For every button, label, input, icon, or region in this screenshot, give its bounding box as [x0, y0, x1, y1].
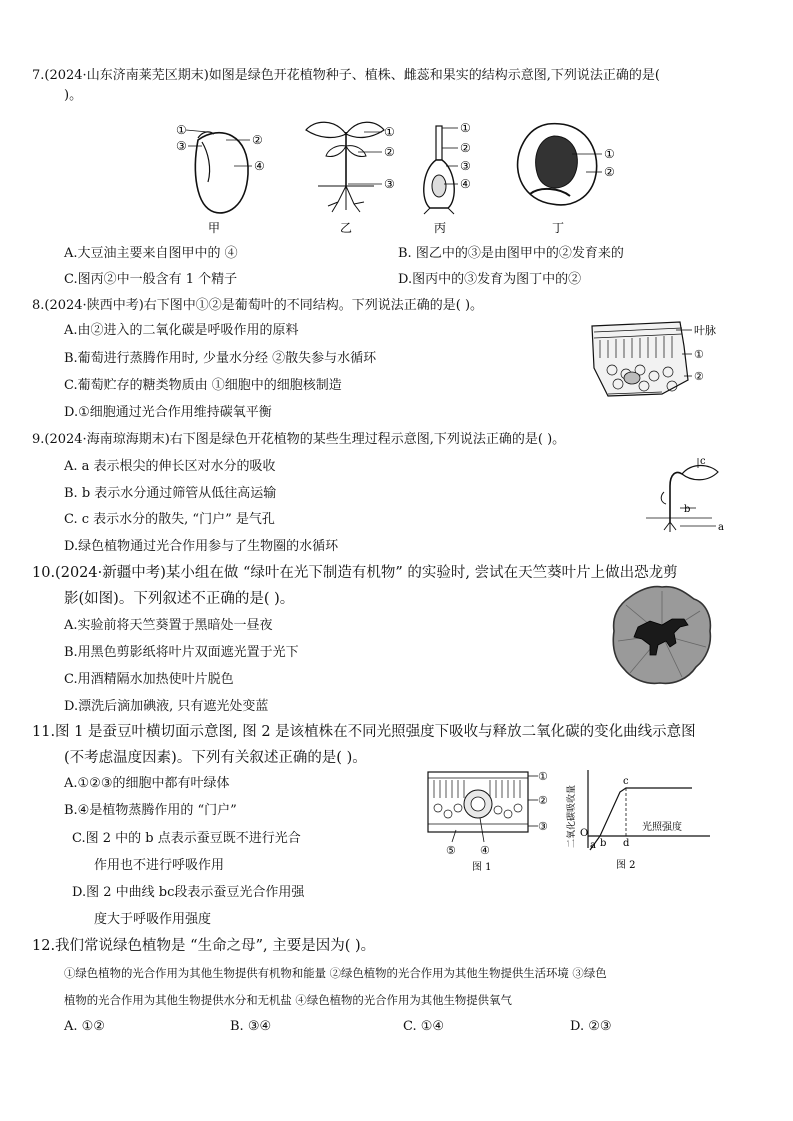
q10-geranium-leaf-figure — [610, 583, 714, 687]
jia-caption: 甲 — [208, 221, 221, 235]
q11-option-c-line1: C.图 2 中的 b 点表示蚕豆既不进行光合 — [72, 831, 301, 846]
q11-figure2-co2-curve — [560, 766, 728, 872]
fig2-point-c: c — [623, 776, 629, 787]
jia-label-2: ② — [252, 133, 263, 147]
bing-label-4: ④ — [460, 177, 471, 191]
yi-caption: 乙 — [340, 221, 353, 235]
q9-option-d: D.绿色植物通过光合作用参与了生物圈的水循环 — [64, 539, 339, 554]
q12-option-b: B. ③④ — [230, 1019, 272, 1034]
q10-stem-line1: 10.(2024·新疆中考)某小组在做 “绿叶在光下制造有机物” 的实验时, 尝试在天竺葵叶片上做出恐龙剪 — [32, 565, 678, 581]
fig1-label-1: ① — [538, 770, 548, 783]
q9-plant-process-figure — [640, 452, 730, 536]
fig2-caption: 图 2 — [616, 860, 636, 871]
q8-stem: 8.(2024·陕西中考)右下图中①②是葡萄叶的不同结构。下列说法正确的是( )。 — [32, 298, 484, 313]
fig2-xlabel: 光照强度 — [642, 822, 682, 833]
bing-label-3: ③ — [460, 159, 471, 173]
q7-option-a: A.大豆油主要来自图甲中的 ④ — [64, 246, 238, 261]
q12-stem: 12.我们常说绿色植物是 “生命之母”, 主要是因为( )。 — [32, 938, 376, 954]
q11-option-b: B.④是植物蒸腾作用的 “门户” — [64, 803, 237, 818]
q12-option-a: A. ①② — [64, 1019, 105, 1034]
fig2-point-a: a — [590, 840, 596, 851]
q12-option-d: D. ②③ — [570, 1019, 612, 1034]
q7-option-c: C.图丙②中一般含有 1 个精子 — [64, 272, 238, 287]
seedling-figure-yi — [306, 122, 395, 235]
q11-option-a: A.①②③的细胞中都有叶绿体 — [64, 776, 230, 791]
q11-option-d-line2: 度大于呼吸作用强度 — [94, 912, 212, 927]
q8-option-b: B.葡萄进行蒸腾作用时, 少量水分经 ②散失参与水循环 — [64, 351, 377, 366]
ding-label-2: ② — [604, 165, 615, 179]
fig1-label-2: ② — [538, 794, 548, 807]
q10-option-b: B.用黑色剪影纸将叶片双面遮光置于光下 — [64, 645, 299, 660]
fig2-point-b: b — [600, 838, 607, 849]
q10-stem-line2: 影(如图)。下列叙述不正确的是( )。 — [64, 591, 295, 607]
q11-stem-line1: 11.图 1 是蚕豆叶横切面示意图, 图 2 是该植株在不同光照强度下吸收与释放二氧化碳的变化曲线示意图 — [32, 724, 696, 740]
jia-label-1: ① — [176, 123, 187, 137]
q11-figure1-leaf-section — [424, 768, 552, 872]
yi-label-1: ① — [384, 125, 395, 139]
q9-label-c: c — [700, 456, 706, 467]
fig1-label-3: ③ — [538, 820, 548, 833]
q7-option-b: B. 图乙中的③是由图甲中的②发育来的 — [398, 246, 624, 261]
fig2-origin: O — [580, 828, 589, 839]
fig1-label-5: ⑤ — [446, 844, 456, 857]
q9-option-a: A. a 表示根尖的伸长区对水分的吸收 — [64, 459, 276, 474]
q8-option-a: A.由②进入的二氧化碳是呼吸作用的原料 — [64, 323, 299, 338]
q7-option-d: D.图丙中的③发育为图丁中的② — [398, 272, 582, 287]
seed-figure-jia — [176, 123, 265, 235]
jia-label-4: ④ — [254, 159, 265, 173]
q11-stem-line2: (不考虑温度因素)。下列有关叙述正确的是( )。 — [64, 750, 367, 766]
q12-option-c: C. ①④ — [403, 1019, 445, 1034]
q10-option-d: D.漂洗后滴加碘液, 只有遮光处变蓝 — [64, 699, 269, 714]
yi-label-3: ③ — [384, 177, 395, 191]
q9-option-b: B. b 表示水分通过筛管从低往高运输 — [64, 486, 277, 501]
bing-label-2: ② — [460, 141, 471, 155]
q12-body-line2: 植物的光合作用为其他生物提供水分和无机盐 ④绿色植物的光合作用为其他生物提供氧气 — [64, 993, 512, 1007]
q10-option-c: C.用酒精隔水加热使叶片脱色 — [64, 672, 234, 687]
ding-caption: 丁 — [552, 221, 565, 235]
q8-option-c: C.葡萄贮存的糖类物质由 ①细胞中的细胞核制造 — [64, 378, 342, 393]
q8-label-vein: 叶脉 — [694, 324, 716, 337]
q9-stem: 9.(2024·海南琼海期末)右下图是绿色开花植物的某些生理过程示意图,下列说法正确的是( )。 — [32, 432, 566, 447]
bing-label-1: ① — [460, 121, 471, 135]
q11-option-d-line1: D.图 2 中曲线 bc段表示蚕豆光合作用强 — [72, 885, 305, 900]
bing-caption: 丙 — [434, 221, 447, 235]
q7-stem-line1: 7.(2024·山东济南莱芜区期末)如图是绿色开花植物种子、植株、雌蕊和果实的结构示意图,下列说法正确的是( — [32, 68, 660, 83]
q7-stem-line2: )。 — [64, 88, 83, 103]
q10-option-a: A.实验前将天竺葵置于黑暗处一昼夜 — [64, 618, 273, 633]
fruit-figure-ding — [518, 124, 615, 235]
q8-option-d: D.①细胞通过光合作用维持碳氧平衡 — [64, 405, 272, 420]
ding-label-1: ① — [604, 147, 615, 161]
q8-label-2: ② — [694, 370, 704, 383]
fig2-ylabel: 二氧化碳吸收量 — [567, 784, 577, 848]
q9-label-b: b — [684, 504, 691, 515]
q8-label-1: ① — [694, 348, 704, 361]
q9-option-c: C. c 表示水分的散失, “门户” 是气孔 — [64, 512, 275, 527]
q7-figure-set — [168, 112, 638, 238]
fig2-point-d: d — [623, 838, 630, 849]
pistil-figure-bing — [424, 121, 471, 235]
yi-label-2: ② — [384, 145, 395, 159]
q11-option-c-line2: 作用也不进行呼吸作用 — [94, 858, 225, 873]
q12-body-line1: ①绿色植物的光合作用为其他生物提供有机物和能量 ②绿色植物的光合作用为其他生物提供生活环境 ③绿色 — [64, 966, 607, 980]
fig1-label-4: ④ — [480, 844, 490, 857]
q8-leaf-crosssection-figure — [588, 318, 720, 402]
q9-label-a: a — [718, 522, 724, 533]
fig1-caption: 图 1 — [472, 862, 492, 872]
jia-label-3: ③ — [176, 139, 187, 153]
